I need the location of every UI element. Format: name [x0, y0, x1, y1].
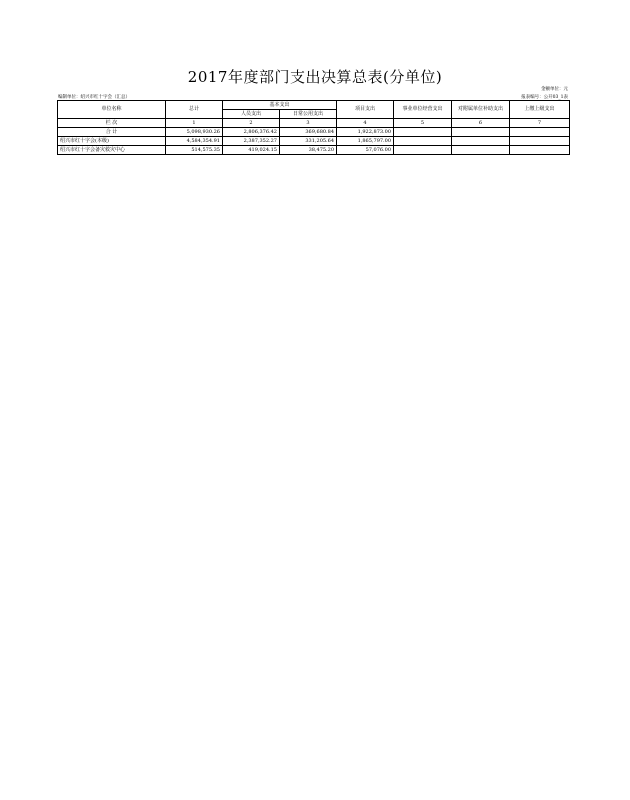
table-row — [58, 137, 570, 146]
index-label: 栏 次 — [58, 119, 166, 128]
row-business — [394, 146, 452, 155]
index-cell: 7 — [510, 119, 570, 128]
row-upper — [510, 137, 570, 146]
row-public: 369,680.84 — [280, 128, 337, 137]
row-project: 1,865,797.00 — [337, 137, 394, 146]
header-public-expenditure: 日常公用支出 — [280, 110, 337, 119]
header-upper-expenditure: 上缴上级支出 — [510, 101, 570, 119]
index-cell: 3 — [280, 119, 337, 128]
row-subsidy — [452, 137, 510, 146]
header-personnel-expenditure: 人员支出 — [223, 110, 280, 119]
row-total: 5,098,930.26 — [166, 128, 223, 137]
report-code-label: 报表编号：公开03_1表 — [521, 95, 568, 100]
header-business-expenditure: 事业单位经营支出 — [394, 101, 452, 119]
row-unit-name: 绍兴市红十字会备灾救灾中心 — [58, 146, 166, 155]
row-upper — [510, 128, 570, 137]
row-upper — [510, 146, 570, 155]
row-project: 57,076.00 — [337, 146, 394, 155]
header-row-1 — [58, 101, 570, 110]
row-personnel: 2,387,352.27 — [223, 137, 280, 146]
table-row — [58, 128, 570, 137]
row-public: 331,205.64 — [280, 137, 337, 146]
row-unit-name: 合 计 — [58, 128, 166, 137]
page-title: 2017年度部门支出决算总表(分单位) — [187, 68, 443, 86]
table-row — [58, 146, 570, 155]
index-cell: 6 — [452, 119, 510, 128]
compiler-label: 编制单位：绍兴市红十字会（汇总） — [58, 95, 130, 100]
row-business — [394, 128, 452, 137]
index-cell: 2 — [223, 119, 280, 128]
row-business — [394, 137, 452, 146]
row-total: 514,575.35 — [166, 146, 223, 155]
row-project: 1,922,873.00 — [337, 128, 394, 137]
index-cell: 4 — [337, 119, 394, 128]
header-total: 总计 — [166, 101, 223, 119]
row-personnel: 2,806,376.42 — [223, 128, 280, 137]
expenditure-table — [57, 100, 570, 155]
index-cell: 1 — [166, 119, 223, 128]
row-subsidy — [452, 128, 510, 137]
row-personnel: 419,024.15 — [223, 146, 280, 155]
header-subsidy-expenditure: 对附属单位补助支出 — [452, 101, 510, 119]
amount-unit-label: 金额单位：元 — [541, 87, 568, 92]
header-basic-expenditure: 基本支出 — [223, 101, 337, 110]
row-total: 4,584,354.91 — [166, 137, 223, 146]
header-project-expenditure: 项目支出 — [337, 101, 394, 119]
row-subsidy — [452, 146, 510, 155]
row-unit-name: 绍兴市红十字会(本级) — [58, 137, 166, 146]
index-cell: 5 — [394, 119, 452, 128]
header-unit-name: 单位名称 — [58, 101, 166, 119]
index-row — [58, 119, 570, 128]
row-public: 38,475.20 — [280, 146, 337, 155]
